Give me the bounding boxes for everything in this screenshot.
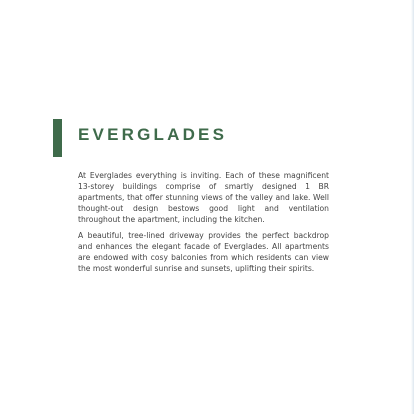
body-paragraph-1: At Everglades everything is inviting. Each of these magnificent 13-storey buildings comprise of smartly designed 1 BR apartments, that offer stunning views of the valley and lake. Well thought-out design bestows good light and ventilation throughout the apartment, including the kitchen. — [78, 171, 329, 224]
page-title: EVERGLADES — [78, 125, 228, 144]
title-accent-bar — [53, 119, 62, 157]
body-paragraph-2: A beautiful, tree-lined driveway provides the perfect backdrop and enhances the elegant facade of Everglades. All apartments are endowed with cosy balconies from which residents can view the most wonderful sunrise and sunsets, uplifting their spirits. — [78, 231, 329, 273]
